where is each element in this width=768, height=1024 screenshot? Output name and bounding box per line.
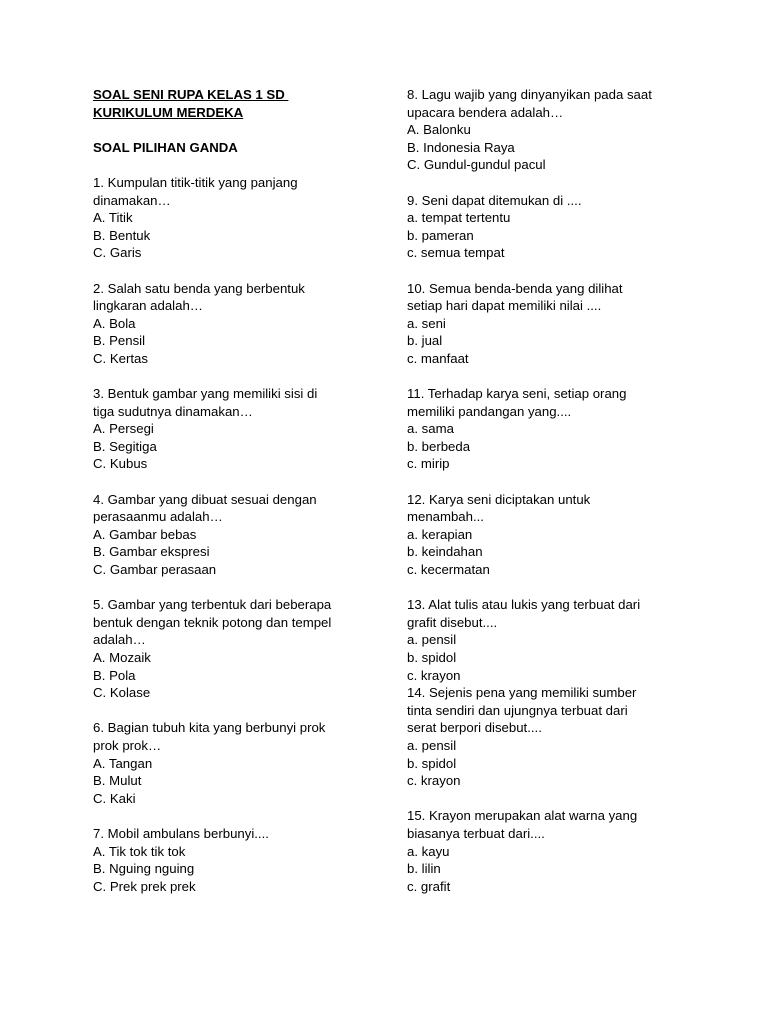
answer-option: a. pensil: [407, 632, 457, 648]
answer-option: C. Kertas: [93, 350, 148, 366]
question-item: [93, 473, 383, 579]
question-text: 7. Mobil ambulans berbunyi....: [93, 825, 269, 841]
answer-option: B. Bentuk: [93, 227, 151, 243]
question-text: setiap hari dapat memiliki nilai ....: [407, 298, 602, 314]
answer-option: C. Kaki: [93, 790, 136, 806]
answer-option: c. manfaat: [407, 350, 469, 366]
answer-option: B. Indonesia Raya: [407, 139, 515, 155]
question-text: 4. Gambar yang dibuat sesuai dengan: [93, 491, 317, 507]
answer-option: B. Nguing nguing: [93, 861, 195, 877]
answer-option: A. Balonku: [407, 122, 471, 138]
question-text: 11. Terhadap karya seni, setiap orang: [407, 386, 627, 402]
question-item: [407, 684, 707, 790]
answer-option: a. tempat tertentu: [407, 210, 511, 226]
answer-option: b. jual: [407, 333, 443, 349]
question-item: [407, 262, 707, 368]
spacer: [93, 702, 383, 720]
answer-option: b. pameran: [407, 227, 474, 243]
answer-option: C. Garis: [93, 245, 142, 261]
answer-option: B. Segitiga: [93, 438, 157, 454]
right-question-list: [407, 86, 707, 895]
spacer: [407, 262, 707, 280]
question-text: menambah...: [407, 509, 484, 525]
question-item: [93, 368, 383, 474]
question-text: tiga sudutnya dinamakan…: [93, 403, 253, 419]
spacer: [93, 807, 383, 825]
spacer: [407, 473, 707, 491]
answer-option: c. semua tempat: [407, 245, 505, 261]
question-text: 6. Bagian tubuh kita yang berbunyi prok: [93, 720, 326, 736]
answer-option: B. Mulut: [93, 773, 142, 789]
spacer: [407, 174, 707, 192]
question-item: [407, 86, 707, 174]
answer-option: c. kecermatan: [407, 562, 490, 578]
answer-option: c. krayon: [407, 667, 461, 683]
spacer: [93, 473, 383, 491]
question-text: lingkaran adalah…: [93, 298, 203, 314]
spacer: [93, 156, 383, 174]
answer-option: a. pensil: [407, 737, 457, 753]
left-column: [93, 86, 383, 895]
answer-option: A. Gambar bebas: [93, 526, 197, 542]
question-text: adalah…: [93, 632, 146, 648]
answer-option: C. Kubus: [93, 456, 148, 472]
question-item: [93, 262, 383, 368]
question-item: [407, 174, 707, 262]
question-item: [407, 790, 707, 896]
question-text: 14. Sejenis pena yang memiliki sumber: [407, 685, 637, 701]
answer-option: b. spidol: [407, 650, 457, 665]
spacer: [93, 368, 383, 386]
question-text: 3. Bentuk gambar yang memiliki sisi di: [93, 386, 318, 402]
question-item: [407, 368, 707, 474]
answer-option: c. mirip: [407, 456, 450, 472]
question-text: dinamakan…: [93, 192, 171, 208]
section-heading: SOAL PILIHAN GANDA: [93, 139, 238, 155]
answer-option: C. Kolase: [93, 685, 151, 701]
spacer: [93, 579, 383, 597]
question-item: [93, 807, 383, 895]
question-item: [93, 156, 383, 262]
question-item: [407, 473, 707, 579]
question-text: serat berpori disebut....: [407, 720, 542, 736]
question-text: 2. Salah satu benda yang berbentuk: [93, 280, 305, 296]
question-text: 1. Kumpulan titik-titik yang panjang: [93, 174, 298, 190]
question-text: memiliki pandangan yang....: [407, 403, 572, 419]
answer-option: B. Gambar ekspresi: [93, 544, 210, 560]
answer-option: A. Titik: [93, 210, 133, 226]
answer-option: c. krayon: [407, 773, 461, 789]
spacer: [93, 262, 383, 280]
question-text: 10. Semua benda-benda yang dilihat: [407, 280, 623, 296]
answer-option: b. keindahan: [407, 544, 483, 560]
title-line-1: SOAL SENI RUPA KELAS 1 SD: [93, 87, 289, 102]
question-text: 5. Gambar yang terbentuk dari beberapa: [93, 597, 332, 613]
answer-option: b. berbeda: [407, 438, 471, 454]
question-text: 15. Krayon merupakan alat warna yang: [407, 808, 638, 824]
question-text: prok prok…: [93, 737, 162, 753]
answer-option: a. kerapian: [407, 526, 473, 542]
question-item: [407, 579, 707, 685]
answer-option: b. spidol: [407, 755, 457, 771]
right-column: [407, 86, 707, 895]
answer-option: A. Mozaik: [93, 650, 151, 665]
answer-option: a. sama: [407, 421, 454, 437]
question-text: 9. Seni dapat ditemukan di ....: [407, 192, 582, 208]
answer-option: c. grafit: [407, 878, 451, 894]
question-text: 12. Karya seni diciptakan untuk: [407, 491, 591, 507]
question-item: [93, 702, 383, 808]
answer-option: b. lilin: [407, 861, 441, 877]
question-text: tinta sendiri dan ujungnya terbuat dari: [407, 702, 628, 718]
answer-option: C. Prek prek prek: [93, 878, 196, 894]
title-line-2: KURIKULUM MERDEKA: [93, 104, 244, 120]
answer-option: B. Pola: [93, 667, 136, 683]
question-text: 13. Alat tulis atau lukis yang terbuat dari: [407, 597, 641, 613]
spacer: [407, 368, 707, 386]
spacer: [407, 579, 707, 597]
left-question-list: [93, 156, 383, 895]
answer-option: A. Bola: [93, 315, 136, 331]
spacer: [407, 790, 707, 808]
question-text: 8. Lagu wajib yang dinyanyikan pada saat: [407, 87, 652, 102]
question-text: biasanya terbuat dari....: [407, 825, 545, 841]
question-item: [93, 579, 383, 702]
answer-option: A. Tik tok tik tok: [93, 843, 186, 859]
answer-option: a. seni: [407, 315, 446, 331]
document-title: [93, 86, 383, 121]
answer-option: B. Pensil: [93, 333, 146, 349]
answer-option: a. kayu: [407, 843, 450, 859]
answer-option: C. Gambar perasaan: [93, 562, 217, 578]
answer-option: A. Tangan: [93, 755, 153, 771]
answer-option: A. Persegi: [93, 421, 154, 437]
question-text: bentuk dengan teknik potong dan tempel: [93, 614, 332, 630]
question-text: perasaanmu adalah…: [93, 509, 223, 525]
question-text: grafit disebut....: [407, 614, 498, 630]
answer-option: C. Gundul-gundul pacul: [407, 157, 546, 173]
question-text: upacara bendera adalah…: [407, 104, 564, 120]
